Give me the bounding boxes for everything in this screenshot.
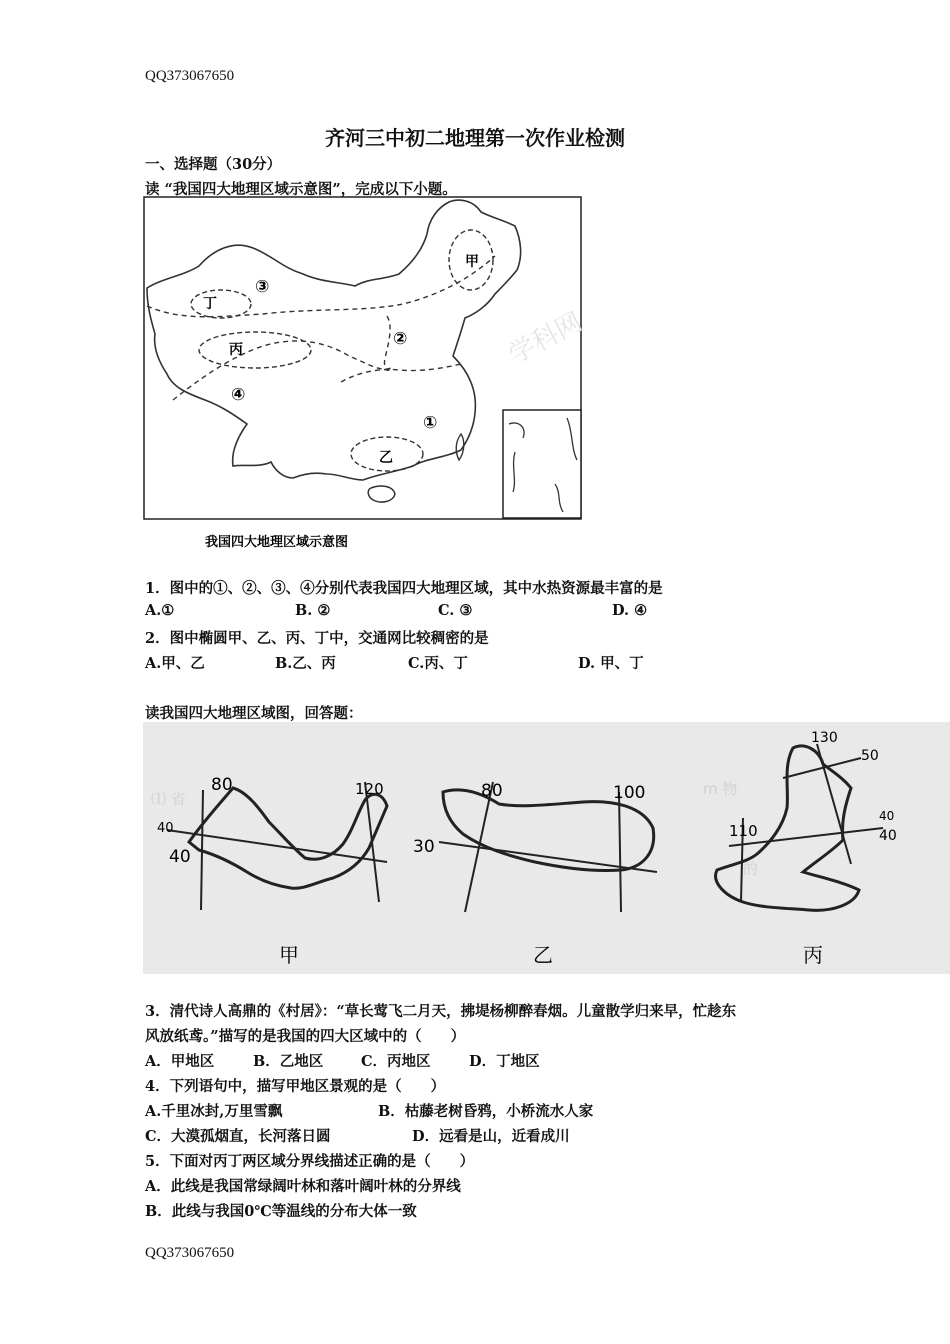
q1-stem: 1．图中的①、②、③、④分别代表我国四大地理区域，其中水热资源最丰富的是 [145,580,663,597]
q4-stem: 4．下列语句中，描写甲地区景观的是（ ） [145,1078,446,1095]
q2-option-c: C.丙、丁 [408,655,468,672]
label-region-3: ③ [255,277,270,297]
q4-option-a: A.千里冰封,万里雪飘 [145,1103,283,1120]
q4-option-d: D．远看是山，近看成川 [412,1128,570,1145]
q4-option-c: C．大漠孤烟直，长河落日圆 [145,1128,331,1145]
svg-text:m 物: m 物 [703,780,738,798]
panel2-name: 乙 [533,943,553,967]
q2-option-b: B.乙、丙 [275,655,336,672]
q3-line-1: 3．清代诗人高鼎的《村居》：“草长莺飞二月天，拂堤杨柳醉春烟。儿童散学归来早，忙趁东 [145,1003,737,1020]
q1-option-d: D. ④ [612,602,648,619]
svg-text:的: 的 [743,860,759,878]
panel3-name: 丙 [803,943,823,967]
label-region-2: ② [393,329,408,349]
panel3-lat-40b: 40 [879,809,895,823]
intro-text-2: 读我国四大地理区域图，回答题： [145,705,363,722]
map-four-regions [143,196,583,556]
map-caption: 我国四大地理区域示意图 [205,535,349,550]
q4-option-b: B．枯藤老树昏鸦，小桥流水人家 [378,1103,594,1120]
label-region-4: ④ [231,385,246,405]
panel2-lat-30: 30 [413,837,435,857]
q3-option-a: A．甲地区 [145,1053,215,1070]
panel1-lon-120: 120 [355,780,384,798]
label-ding: 丁 [203,296,217,312]
panel2-lon-80: 80 [481,781,503,801]
panel1-lat-b: 40 [169,847,191,867]
q1-option-c: C. ③ [438,602,473,619]
panel1-lon-80: 80 [211,775,233,795]
label-yi: 乙 [379,450,393,466]
q5-option-a: A．此线是我国常绿阔叶林和落叶阔叶林的分界线 [145,1178,461,1195]
watermark-text: 学科网 [504,307,583,371]
q2-option-d: D. 甲、丁 [578,655,644,672]
section-heading: 一、选择题（30分） [145,156,282,173]
q2-stem: 2．图中椭圆甲、乙、丙、丁中，交通网比较稠密的是 [145,630,489,647]
intro-text-1: 读 “我国四大地理区域示意图”，完成以下小题。 [145,181,457,198]
panel3-lat-40a: 40 [879,828,897,844]
q5-option-b: B．此线与我国0℃等温线的分布大体一致 [145,1203,417,1220]
map-regions-strip [143,722,950,974]
q3-option-d: D．丁地区 [469,1053,540,1070]
page-title: 齐河三中初二地理第一次作业检测 [325,126,625,150]
panel2-lon-100: 100 [613,783,646,803]
label-bing: 丙 [229,342,243,358]
label-jia: 甲 [465,254,479,270]
q5-stem: 5．下面对丙丁两区域分界线描述正确的是（ ） [145,1153,475,1170]
q1-option-b: B. ② [295,602,331,619]
panel1-lat-a: 40 [157,821,174,836]
svg-text:⑴ 省: ⑴ 省 [151,790,186,808]
panel3-lon-110: 110 [729,822,758,840]
panel3-lon-130: 130 [811,730,838,746]
footer-qq: QQ373067650 [145,1245,235,1261]
panel3-lat-50: 50 [861,748,879,764]
q3-line-2: 风放纸鸢。”描写的是我国的四大区域中的（ ） [145,1028,466,1045]
q1-option-a: A.① [145,602,175,619]
label-region-1: ① [423,413,438,433]
q3-option-b: B．乙地区 [253,1053,324,1070]
panel1-name: 甲 [279,943,299,967]
q2-option-a: A.甲、乙 [145,655,205,672]
header-qq: QQ373067650 [145,68,235,84]
q3-option-c: C．丙地区 [361,1053,431,1070]
